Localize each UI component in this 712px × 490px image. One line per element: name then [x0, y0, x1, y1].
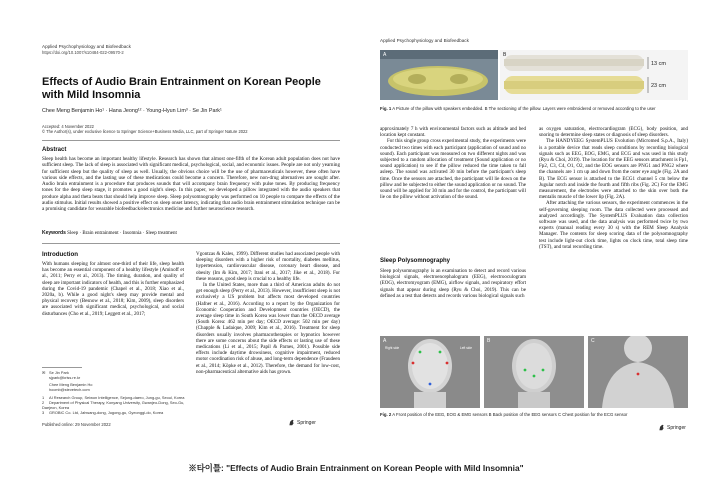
figure-2-sensor-positions — [380, 336, 688, 408]
intro-paragraph: With humans sleeping for almost one-third of their life, sleep health has become an essential component of a healthy lifestyle (Aminoff et al., 2011; Perry et al., 2013). The timing, duration, and quality of sleep are important indicators of health, and this is further emphasized during the Covid-19 pandemic (Chapel et al., 2018; Xiao et al., 2020a, b). While a good night's sleep may provide mental and physical recovery (Besnow et al., 2018; Kim, 2009), sleep disorders are associated with significant medical, psychological, and social disturbances (Cho et al., 2019; Leggett et al., 2017; — [42, 261, 184, 317]
intro-column-1 — [42, 261, 184, 317]
fig1-caption-label: Fig. 1 — [380, 106, 392, 111]
footnote-rule — [42, 367, 82, 368]
body-paragraph: For this single group cross experimental study, the experiments were conducted two times with each participant (application of sound and no sound). Each participant was measured on two different nights and was subjected to a random allocation of treatment (Sound application or no sound application) to see if the pillow reduced the time taken to fall asleep. The sound was activated 30 min before the participant's sleep time. Once the sensors are attached, the participant will lie down on the pillow and be subjected to either the sound application or no sound. The sound will be applied for 30 min and for the control, the participant will lie on the pillow without activation of the sound. — [380, 138, 526, 201]
springer-horse-icon — [288, 419, 295, 426]
method-column-1 — [380, 126, 526, 200]
fig1-dimension-top: 13 cm — [651, 61, 666, 67]
intro-column-2 — [196, 251, 340, 375]
fig1-label-b: B — [503, 52, 507, 58]
published-date: Published online: 29 November 2022 — [42, 422, 111, 427]
intro-paragraph: In the United States, more than a third of American adults do not get enough sleep (Perry et al., 2013). However, insufficient sleep is not exclusively a US problem but affects most developed countries (Hafner et al., 2016). According to a report by the Organization for Economic Cooperation and Development countries (OECD), the average sleep time in South Korea was lower than the OECD average (South Korea: 462 min per day; OECD average: 502 min per day) (Chapple & Ladaique, 2009; Kim et al., 2016). Treatment for sleep disorders usually involves pharmacotherapies or hypnotics however there are some concerns about the side effects or lasting use of these medications (Li et al., 2015; Papil & Parnes, 2001). Possible side effects include daytime drowsiness, cognitive impairment, reduced motor coordination risk of abuse, and long-term dependence (Fraudeen et al., 2014; Köpke et al., 2012). Therefore, the demand for low-cost, non-pharmaceutical alternative aids has grown. — [196, 282, 340, 375]
springer-label: Springer — [297, 419, 316, 426]
keywords-label: Keywords — [42, 230, 66, 236]
intro-heading: Introduction — [42, 251, 79, 258]
footnote-affiliations: 1 AI Research Group, Seiwon Intelligence, Sejong-daero, Jung-gu, Seoul, Korea 2 Department of Physical Therapy, Konyang University, Gwanjeo-Dong, Seo-Gu, Daejeon, Korea 3 GROBIC Co. Ltd, Jahwang-dong, Jugong-gu, Gyeonggi-do, Korea — [42, 395, 185, 415]
method-column-2 — [539, 126, 688, 250]
fig2-caption-text: A Front position of the EEG, EOG & EMG sensors B Back position of the EEG sensors C Chest position for the ECG sensor — [392, 412, 628, 417]
affiliation: AI Research Group, Seiwon Intelligence, Sejong-daero, Jung-gu, Seoul, Korea — [49, 395, 185, 400]
fig2-label-b: B — [487, 338, 491, 344]
springer-horse-icon — [658, 424, 665, 431]
article-meta — [42, 124, 342, 135]
affiliation: GROBIC Co. Ltd, Jahwang-dong, Jugong-gu, Gyeonggi-do, Korea — [49, 409, 164, 415]
springer-label: Springer — [667, 424, 686, 431]
fig2-label-a: A — [383, 338, 387, 344]
keywords-list: Sleep · Brain entrainment · Insomnia · Sleep treatment — [67, 231, 177, 236]
springer-logo — [288, 419, 316, 426]
fig2-right-side-tag: Right side — [385, 346, 400, 350]
footnote-name: Chee Meng Benjamin Ho — [49, 381, 93, 387]
sleep-polysomnography-heading: Sleep Polysomnography — [380, 258, 451, 264]
affiliation: Department of Physical Therapy, Konyang University, Gwanjeo-Dong, Seo-Gu, Daejeon, Korea — [42, 399, 185, 410]
footnote-email[interactable]: hocmb@stevetech.com — [49, 386, 90, 392]
paper-title: Effects of Audio Brain Entrainment on Korean People with Mild Insomnia — [42, 76, 321, 101]
doi-link[interactable]: https://doi.org/10.1007/s10484-022-09570-2 — [42, 50, 124, 55]
author-list: Chee Meng Benjamin Ho¹ · Hana Jeong¹² · Young-Hyun Lim³ · Se Jin Park¹ — [42, 108, 222, 114]
footnote-email[interactable]: sjpark@kriss.re.kr — [49, 374, 81, 380]
fig1-label-a: A — [383, 52, 387, 58]
journal-name: Applied Psychophysiology and Biofeedback — [42, 44, 131, 49]
figure-1-pillow-images — [380, 50, 688, 100]
figure-2-caption — [380, 412, 688, 417]
accepted-date: Accepted: 4 November 2022 — [42, 124, 94, 129]
left-page — [12, 18, 346, 436]
footnote-corresponding: ✉ Se Jin Park sjpark@kriss.re.kr Chee Meng Benjamin Ho hocmb@stevetech.com — [42, 370, 93, 392]
divider — [42, 140, 340, 141]
caption-title: ※타이틀: "Effects of Audio Brain Entrainment on Korean People with Mild Insomnia" — [188, 463, 524, 473]
fig1-dimension-bottom: 23 cm — [651, 83, 666, 89]
abstract-heading: Abstract — [42, 147, 67, 153]
body-paragraph: After attaching the various sensors, the experiment commences in the self-governing sleeping room. The data collected were processed and analyzed accordingly. The SystemPLUS Evaluation data collection software was used, and the data analysis was performed twice by two experts (manual reading every 30 s) with the REM Sleep Analysis Manager. The contents for sleep scoring data of the polysomnography test include light-out clock time, lights on clock time, total sleep time (TST), and total recording time. — [539, 200, 688, 250]
springer-logo — [658, 424, 686, 431]
keywords — [42, 230, 340, 236]
fig2-caption-label: Fig. 2 — [380, 412, 392, 417]
journal-name: Applied Psychophysiology and Biofeedback — [380, 38, 469, 43]
footnote-name: Se Jin Park — [49, 370, 69, 375]
figure-1-caption — [380, 106, 688, 111]
right-page — [366, 18, 700, 436]
fig1-caption-text: A Picture of the pillow with speakers embedded. B The sectioning of the pillow. Layers were embroidered or removed according to the user — [392, 106, 656, 111]
copyright-notice: © The Author(s), under exclusive licence to Springer Science+Business Media, LLC, part of Springer Nature 2022 — [42, 129, 248, 135]
body-paragraph: Sleep polysomnography is an examination to detect and record various biological signals, electroencephalogram (EEG), electrooculogram (EOG), electromyogram (EMG), airflow signals, and respiratory effort signals that appear during sleep (Ryu & Choi, 2019). This can be defined as a test that detects and records various biological signals such — [380, 268, 526, 299]
fig2-left-side-tag: Left side — [460, 346, 473, 350]
method-column-1-cont — [380, 268, 526, 299]
fig2-label-c: C — [591, 338, 595, 344]
abstract-text: Sleep health has become an important healthy lifestyle. Research has shown that almost one-fifth of the Korean adult population does not have sufficient sleep. The lack of sleep is associated with significant medical, psychological, social, and economic issues. People are not only yearning for sufficient sleep but the quality of sleep as well. Usually, the obvious choice will be the use of pharmaceuticals however, these often have various side effects, and the lasting use of these medications could become a concern. Therefore, new non-drug alternatives are sought after. Audio brain entrainment is a procedure that produces sounds that will accompany brain frequency with pulse tones. By producing frequency tones for the deep sleep stage, it promotes a good night's sleep. In this paper, we developed a pillow integrated with the audio speakers that produce alpha and theta beats that should help improve sleep. Sleep polysomnography was performed on 10 people to compare the effects of the audio stimulus. Initial results showed a positive effect on sleep onset latency, indicating that audio brain entrainment stimulation technique can be a promising candidate for wearable biofeedback/electronics medicine and further neuroscience research. — [42, 156, 340, 213]
intro-paragraph: Vgontzas & Kales, 1999). Different studies had associated people with sleeping disorders with a higher risk of mortality, diabetes mellitus, hypertension, cardiovascular disease, coronary heart disease, and obesity (Im & Kim, 2017; Itani et al., 2017; Jike et al., 2018). For these reasons, good sleep is crucial to a healthy life. — [196, 251, 340, 282]
divider — [42, 243, 340, 244]
body-paragraph: as oxygen saturation, electrocardiogram (ECG), body position, and snoring to determine sleep states or diagnosis of sleep disorders. — [539, 126, 688, 139]
body-paragraph: The HANDYEEG SystemPLUS Evolution (Micromed S.p.A., Italy) is a portable device that reads sleep conditions by recording biological signals such as EEG, EOG, EMG, and ECG and was used in this study (Ryu & Choi, 2019). The location for the EEG sensors attachment is Fp1, Fp2, C3, C4, O1, O2, and the EOG sensors are PNG1 and PNG2 where the channels are 1 cm up and down from the outer eye angle (Fig. 2A and B). The ECG sensor is attached to the ECG1 channel 5 cm below the Jugular notch and inside the fourth and fifth ribs (Fig. 2C) For the EMG measurement, the electrodes were attached to the skin over both the mentalis muscle of the lower lip (Fig. 2A). — [539, 138, 688, 201]
body-paragraph: approximately 7 h with environmental factors such as altitude and bed location kept constant. — [380, 126, 526, 139]
